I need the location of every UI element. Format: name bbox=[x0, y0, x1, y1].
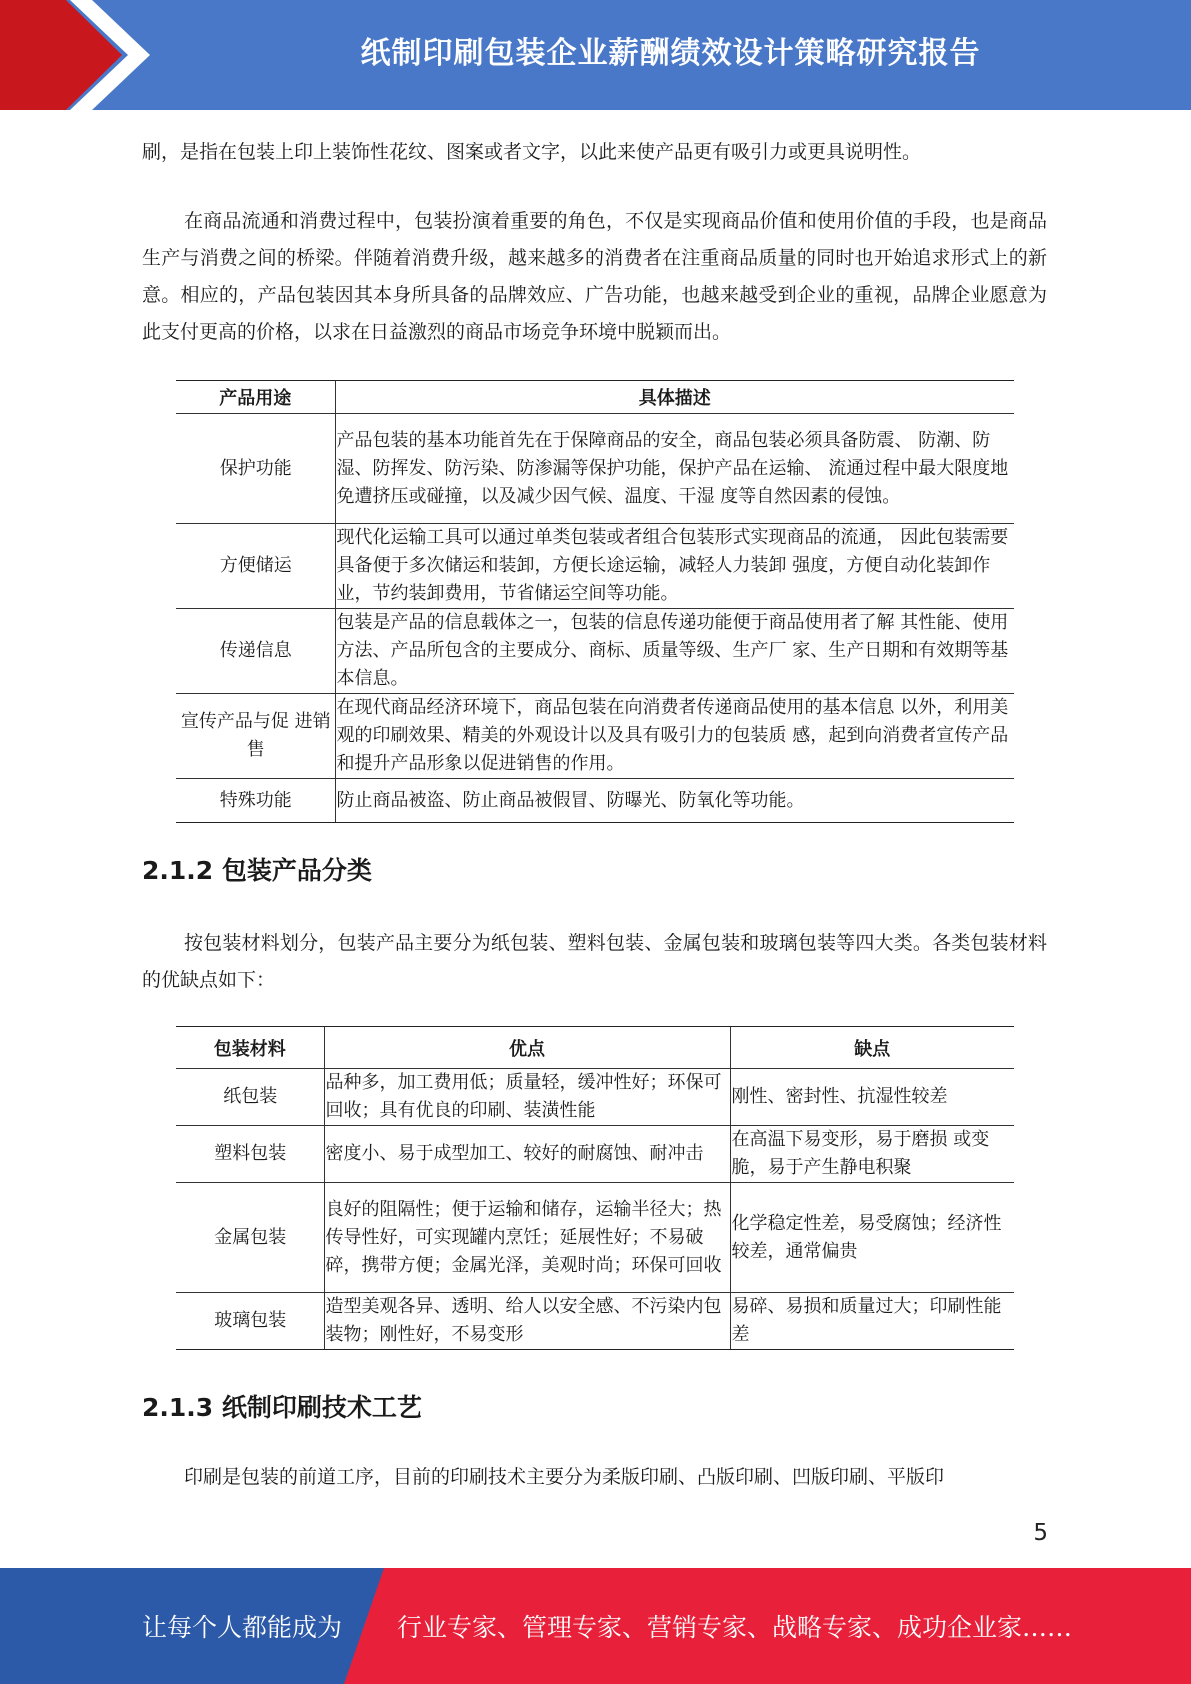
page-number: 5 bbox=[1033, 1520, 1048, 1546]
material-comparison-table bbox=[176, 1026, 1014, 1350]
column-header: 优点 bbox=[324, 1027, 730, 1069]
table-row bbox=[176, 1069, 1014, 1126]
header-title: 纸制印刷包装企业薪酬绩效设计策略研究报告 bbox=[360, 36, 981, 71]
footer-slogan-right: 行业专家、管理专家、营销专家、战略专家、成功企业家…… bbox=[397, 1613, 1073, 1642]
cons-cell: 化学稳定性差，易受腐蚀；经济性较差，通常偏贵 bbox=[730, 1183, 1014, 1293]
product-use-cell: 特殊功能 bbox=[176, 779, 335, 823]
material-cell: 塑料包装 bbox=[176, 1126, 324, 1183]
table-header-row bbox=[176, 1027, 1014, 1069]
cons-cell: 易碎、易损和质量过大；印刷性能差 bbox=[730, 1293, 1014, 1350]
table-row bbox=[176, 1183, 1014, 1293]
table-row bbox=[176, 414, 1014, 524]
paragraph-packaging-role: 在商品流通和消费过程中，包装扮演着重要的角色，不仅是实现商品价值和使用价值的手段，也是商品生产与消费之间的桥梁。伴随着消费升级，越来越多的消费者在注重商品质量的同时也开始追求形式上的新意。相应的，产品包装因其本身所具备的品牌效应、广告功能，也越来越受到企业的重视，品牌企业愿意为此支付更高的价格，以求在日益激烈的商品市场竞争环境中脱颖而出。 bbox=[142, 210, 1047, 343]
paragraph-continuation: 刷，是指在包装上印上装饰性花纹、图案或者文字，以此来使产品更有吸引力或更具说明性。 bbox=[142, 141, 922, 163]
table-row bbox=[176, 779, 1014, 823]
description-cell: 防止商品被盗、防止商品被假冒、防曝光、防氧化等功能。 bbox=[335, 779, 1014, 823]
table-row bbox=[176, 609, 1014, 694]
section-heading-2-1-2: 2.1.2 包装产品分类 bbox=[142, 856, 372, 885]
table-row bbox=[176, 524, 1014, 609]
section-heading-2-1-3: 2.1.3 纸制印刷技术工艺 bbox=[142, 1393, 422, 1422]
table-row bbox=[176, 694, 1014, 779]
description-cell: 在现代商品经济环境下，商品包装在向消费者传递商品使用的基本信息 以外，利用美观的印刷效果、精美的外观设计以及具有吸引力的包装质 感，起到向消费者宣传产品和提升产品形象以促进销售的作用。 bbox=[335, 694, 1014, 779]
pros-cell: 密度小、易于成型加工、较好的耐腐蚀、耐冲击 bbox=[324, 1126, 730, 1183]
paragraph-classification: 按包装材料划分，包装产品主要分为纸包装、塑料包装、金属包装和玻璃包装等四大类。各类包装材料的优缺点如下： bbox=[142, 932, 1047, 991]
material-cell: 纸包装 bbox=[176, 1069, 324, 1126]
product-use-cell: 传递信息 bbox=[176, 609, 335, 694]
column-header: 具体描述 bbox=[335, 381, 1014, 414]
description-cell: 包装是产品的信息载体之一，包装的信息传递功能便于商品使用者了解 其性能、使用方法、产品所包含的主要成分、商标、质量等级、生产厂 家、生产日期和有效期等基本信息。 bbox=[335, 609, 1014, 694]
footer-slogan-left: 让每个人都能成为 bbox=[142, 1613, 343, 1642]
column-header: 产品用途 bbox=[176, 381, 335, 414]
product-use-cell: 宣传产品与促 进销售 bbox=[176, 694, 335, 779]
table-row bbox=[176, 1126, 1014, 1183]
pros-cell: 造型美观各异、透明、给人以安全感、不污染内包装物；刚性好，不易变形 bbox=[324, 1293, 730, 1350]
table-row bbox=[176, 1293, 1014, 1350]
material-cell: 金属包装 bbox=[176, 1183, 324, 1293]
column-header: 缺点 bbox=[730, 1027, 1014, 1069]
table-header-row bbox=[176, 381, 1014, 414]
pros-cell: 品种多，加工费用低；质量轻，缓冲性好；环保可回收；具有优良的印刷、装潢性能 bbox=[324, 1069, 730, 1126]
product-use-cell: 保护功能 bbox=[176, 414, 335, 524]
pros-cell: 良好的阻隔性；便于运输和储存，运输半径大；热传导性好，可实现罐内烹饪；延展性好；不易破碎，携带方便；金属光泽，美观时尚；环保可回收 bbox=[324, 1183, 730, 1293]
paragraph-printing-process: 印刷是包装的前道工序，目前的印刷技术主要分为柔版印刷、凸版印刷、凹版印刷、平版印 bbox=[184, 1466, 945, 1488]
column-header: 包装材料 bbox=[176, 1027, 324, 1069]
product-use-cell: 方便储运 bbox=[176, 524, 335, 609]
material-cell: 玻璃包装 bbox=[176, 1293, 324, 1350]
page-footer bbox=[0, 1568, 1191, 1684]
cons-cell: 刚性、密封性、抗湿性较差 bbox=[730, 1069, 1014, 1126]
page-header bbox=[0, 0, 1191, 110]
description-cell: 现代化运输工具可以通过单类包装或者组合包装形式实现商品的流通， 因此包装需要具备便于多次储运和装卸，方便长途运输，减轻人力装卸 强度，方便自动化装卸作业，节约装卸费用，节省储运空间等功能。 bbox=[335, 524, 1014, 609]
description-cell: 产品包装的基本功能首先在于保障商品的安全，商品包装必须具备防震、 防潮、防湿、防挥发、防污染、防渗漏等保护功能，保护产品在运输、 流通过程中最大限度地免遭挤压或碰撞，以及减少因气候、温度、干湿 度等自然因素的侵蚀。 bbox=[335, 414, 1014, 524]
product-use-table bbox=[176, 380, 1014, 823]
cons-cell: 在高温下易变形，易于磨损 或变脆，易于产生静电积聚 bbox=[730, 1126, 1014, 1183]
